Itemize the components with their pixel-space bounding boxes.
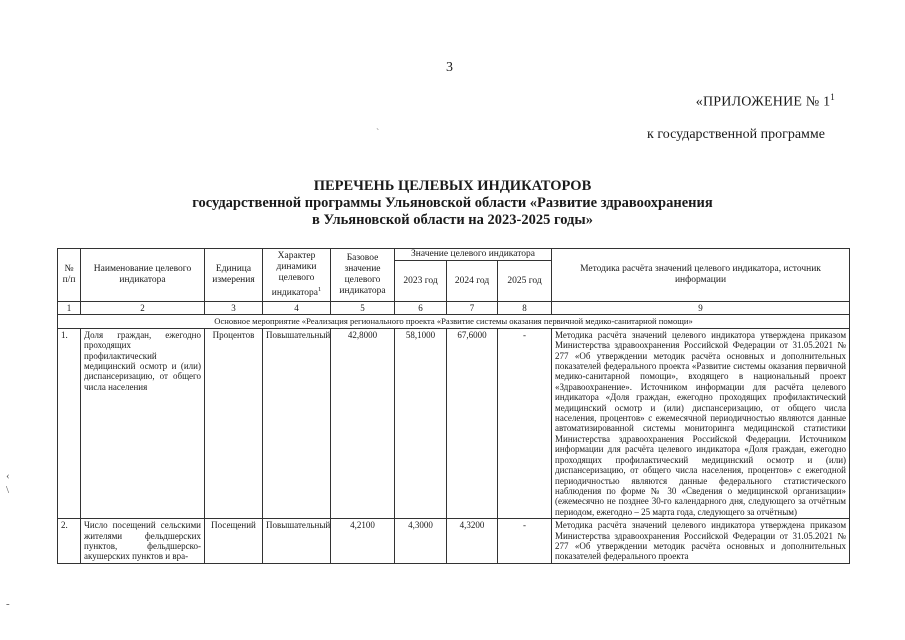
indicator-name: Доля граждан, ежегодно проходящих профилактический медицинский осмотр и (или) диспансеризацию, от общего числа населения [81, 328, 205, 518]
value-2024: 67,6000 [447, 328, 498, 518]
row-num: 2. [58, 519, 81, 564]
header-method: Методика расчёта значений целевого индикатора, источник информации [552, 249, 850, 302]
column-number: 5 [331, 302, 395, 315]
indicator-base: 4,2100 [331, 519, 395, 564]
title-line-1: ПЕРЕЧЕНЬ ЦЕЛЕВЫХ ИНДИКАТОРОВ [313, 178, 592, 194]
indicator-name: Число посещений сельскими жителями фельдшерских пунктов, фельдшерско-акушерских пунктов и вра- [81, 519, 205, 564]
indicator-base: 42,8000 [331, 328, 395, 518]
table-row [58, 519, 850, 564]
value-2025: - [498, 328, 552, 518]
header-character-footnote: 1 [318, 285, 322, 293]
appendix-title [696, 92, 835, 111]
table-row [58, 328, 850, 518]
header-2024: 2024 год [447, 261, 498, 302]
indicator-method: Методика расчёта значений целевого индикатора утверждена приказом Министерства здравоохранения Российской Федерации от 31.05.2021 № 277 «Об утверждении методик расчёта основных и дополнительных показателей федерального проекта «Развитие системы оказания первичной медико-санитарной помощи», входящего в национальный проект «Здравоохранение». Источником информации для расчёта целевого индикатора «Доля граждан, ежегодно проходящих профилактический медицинский осмотр и (или) диспансеризацию, от общего числа населения, процентов» с ежемесячной периодичностью являются данные автоматизированной системы мониторинга медицинской статистики Министерства здравоохранения Российской Федерации. Источником информации для расчёта целевого индикатора «Доля граждан, ежегодно проходящих профилактический медицинский осмотр и (или) диспансеризацию, от общего числа населения, процентов» с ежегодной периодичностью являются данные федерального статистического наблюдения по форме № 30 «Сведения о медицинской организации» (ежемесячно не позднее 30-го календарного дня, следующего за отчётным периодом, ежегодно – 25 марта года, следующего за отчётным) [552, 328, 850, 518]
column-number: 3 [205, 302, 263, 315]
header-2025: 2025 год [498, 261, 552, 302]
indicator-character: Повышательный [263, 328, 331, 518]
indicators-table [57, 248, 850, 564]
margin-mark: \ [6, 484, 10, 496]
indicator-character: Повышательный [263, 519, 331, 564]
header-unit: Единица измерения [205, 249, 263, 302]
indicator-method: Методика расчёта значений целевого индикатора утверждена приказом Министерства здравоохранения Российской Федерации от 31.05.2021 № 277 «Об утверждении методик расчёта основных и дополнительных показателей федерального проекта [552, 519, 850, 564]
section-row [58, 315, 850, 328]
margin-mark: - [6, 598, 10, 610]
title-line-2: государственной программы Ульяновской области «Развитие здравоохранения [192, 195, 713, 211]
column-number: 2 [81, 302, 205, 315]
title-line-3: в Ульяновской области на 2023-2025 годы» [312, 212, 593, 228]
value-2025: - [498, 519, 552, 564]
value-2023: 4,3000 [395, 519, 447, 564]
value-2023: 58,1000 [395, 328, 447, 518]
column-number: 6 [395, 302, 447, 315]
page-number: 3 [446, 60, 453, 75]
indicator-unit: Посещений [205, 519, 263, 564]
header-name: Наименование целевого индикатора [81, 249, 205, 302]
column-number: 1 [58, 302, 81, 315]
header-value-group: Значение целевого индикатора [395, 249, 552, 261]
column-number: 7 [447, 302, 498, 315]
header-base: Базовое значение целевого индикатора [331, 249, 395, 302]
column-number-row [58, 302, 850, 315]
indicator-unit: Процентов [205, 328, 263, 518]
header-character [263, 249, 331, 302]
value-2024: 4,3200 [447, 519, 498, 564]
header-num: № п/п [58, 249, 81, 302]
row-num: 1. [58, 328, 81, 518]
appendix-footnote-mark: 1 [830, 92, 835, 102]
header-character-text: Характер динамики целевого индикатора [271, 250, 319, 299]
margin-mark: ‹ [6, 470, 10, 482]
document-title [0, 178, 905, 229]
column-number: 9 [552, 302, 850, 315]
column-number: 8 [498, 302, 552, 315]
stray-mark: ` [376, 128, 380, 139]
appendix-title-text: «ПРИЛОЖЕНИЕ № 1 [695, 94, 831, 110]
header-row [58, 249, 850, 261]
column-number: 4 [263, 302, 331, 315]
header-2023: 2023 год [395, 261, 447, 302]
appendix-subtitle: к государственной программе [647, 127, 825, 142]
section-title: Основное мероприятие «Реализация регионального проекта «Развитие системы оказания первичной медико-санитарной помощи» [58, 315, 850, 328]
